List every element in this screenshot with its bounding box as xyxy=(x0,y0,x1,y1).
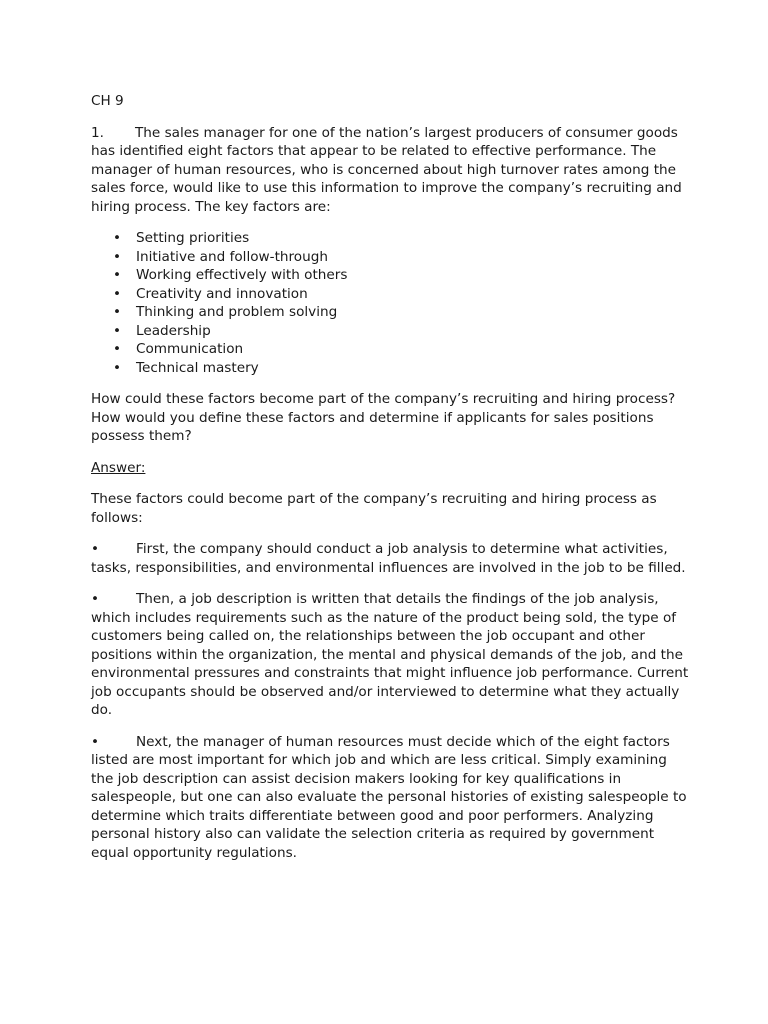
question-text: The sales manager for one of the nation’s largest producers of consumer goods has identified eight factors that appear to be related to effective performance. The manager of human resources, who is concerned about high turnover rates among the sales force, would like to use this information to improve the company’s recruiting and hiring process. The key factors are: xyxy=(91,124,682,215)
bullet-icon: • xyxy=(91,591,100,607)
answer-point: • Then, a job description is written that details the findings of the job analysis, which includes requirements such as the nature of the product being sold, the type of customers being called on, the relationships between the job occupant and other positions within the organization, the mental and physical demands of the job, and the environmental pressures and constraints that might influence job performance. Current job occupants should be observed and/or interviewed to determine what they actually do. xyxy=(91,591,689,718)
bullet-icon: • xyxy=(113,267,122,283)
chapter-heading: CH 9 xyxy=(91,93,124,109)
bullet-icon: • xyxy=(113,359,122,376)
list-item: • Leadership xyxy=(113,322,211,339)
answer-point: • Next, the manager of human resources must decide which of the eight factors listed are most important for which job and which are less critical. Simply examining the job description can assist decision makers looking for key qualifications in salespeople, but one can also evaluate the personal histories of existing salespeople to determine which traits differentiate between good and poor performers. Analyzing personal history also can validate the selection criteria as required by government equal opportunity regulations. xyxy=(91,733,687,861)
list-item: • Technical mastery xyxy=(113,359,259,376)
document-page xyxy=(91,92,691,875)
factors-list xyxy=(91,229,691,377)
list-item: • Initiative and follow-through xyxy=(113,248,328,265)
question-number: 1. xyxy=(91,124,104,141)
bullet-icon: • xyxy=(91,541,100,557)
list-item: • Thinking and problem solving xyxy=(113,304,338,320)
list-item: • Creativity and innovation xyxy=(113,285,308,302)
bullet-icon: • xyxy=(113,304,122,320)
bullet-icon: • xyxy=(113,285,122,302)
answer-point: • First, the company should conduct a job analysis to determine what activities, tasks, responsibilities, and environmental influences are involved in the job to be filled. xyxy=(91,541,686,576)
prompt-paragraph: How could these factors become part of the company’s recruiting and hiring process? How would you define these factors and determine if applicants for sales positions possess them? xyxy=(91,391,676,444)
list-item: • Setting priorities xyxy=(113,230,250,246)
answer-intro: These factors could become part of the company’s recruiting and hiring process as follows: xyxy=(91,491,657,526)
bullet-icon: • xyxy=(91,733,100,750)
bullet-icon: • xyxy=(113,341,122,357)
list-item: • Working effectively with others xyxy=(113,267,348,283)
bullet-icon: • xyxy=(113,322,122,339)
bullet-icon: • xyxy=(113,230,122,246)
question-paragraph xyxy=(91,124,691,217)
answer-heading: Answer: xyxy=(91,459,146,476)
list-item: • Communication xyxy=(113,341,244,357)
bullet-icon: • xyxy=(113,248,122,265)
